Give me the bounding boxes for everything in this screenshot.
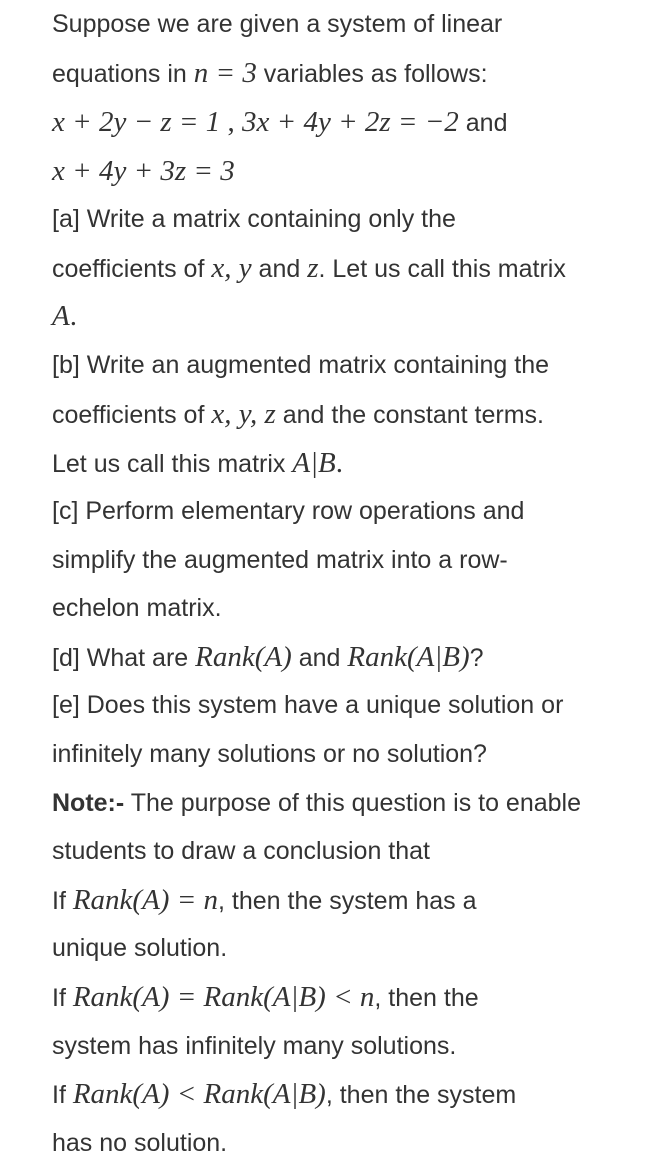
- part-c-line-2: [52, 545, 508, 575]
- part-a-vars: x, y: [211, 252, 252, 284]
- note-text-1: The purpose of this question is to enable: [124, 789, 582, 817]
- part-d-line: [52, 642, 484, 673]
- part-d-and: and: [291, 644, 348, 672]
- rule-1-suffix: , then the system has a: [218, 887, 477, 915]
- rule-2-line-2: [52, 1031, 456, 1061]
- part-b-line-3: [52, 448, 343, 479]
- part-b-line-2: [52, 399, 544, 430]
- rank-a-math: Rank(A): [195, 641, 292, 673]
- rule-1-if: If: [52, 887, 73, 915]
- part-e-line-2: [52, 739, 487, 769]
- intro-suffix: variables as follows:: [256, 60, 488, 88]
- rule-3-conclusion: has no solution.: [52, 1129, 228, 1157]
- part-e-line-1: [52, 690, 563, 720]
- rule-3-suffix: , then the system: [325, 1081, 517, 1109]
- part-b-line3-prefix: Let us call this matrix: [52, 450, 293, 478]
- part-b-text: [b] Write an augmented matrix containing the: [52, 351, 550, 379]
- rule-3-line-1: [52, 1079, 516, 1110]
- part-a-line-2: [52, 253, 566, 284]
- part-a-text: [a] Write a matrix containing only the: [52, 205, 456, 233]
- part-d-suffix: ?: [469, 644, 484, 672]
- rule-2-math: Rank(A) = Rank(A|B) < n: [72, 981, 375, 1013]
- note-label: Note:-: [52, 789, 125, 817]
- equation-and: and: [458, 109, 508, 137]
- rule-2-line-1: [52, 982, 479, 1013]
- rule-1-conclusion: unique solution.: [52, 934, 228, 962]
- part-c-line-3: [52, 593, 222, 623]
- intro-prefix: equations in: [52, 60, 194, 88]
- rule-3-if: If: [52, 1081, 73, 1109]
- augmented-matrix-period: .: [335, 447, 344, 479]
- augmented-matrix-math: A|B: [292, 447, 336, 479]
- part-a-line-1: [52, 204, 456, 234]
- equation-3: x + 4y + 3z = 3: [52, 155, 235, 187]
- part-a-suffix: . Let us call this matrix: [318, 255, 566, 283]
- matrix-a-period: .: [69, 300, 77, 332]
- part-c-line-1: [52, 496, 524, 526]
- part-d-prefix: [d] What are: [52, 644, 196, 672]
- intro-text: Suppose we are given a system of linear: [52, 10, 503, 38]
- part-b-vars: x, y, z: [211, 398, 276, 430]
- equation-separator: ,: [220, 106, 242, 138]
- rule-1-line-2: [52, 933, 227, 963]
- rule-2-suffix: , then the: [374, 984, 479, 1012]
- note-text-2: students to draw a conclusion that: [52, 837, 431, 865]
- part-b-prefix: coefficients of: [52, 401, 212, 429]
- part-c-text-2: simplify the augmented matrix into a row-: [52, 546, 508, 574]
- note-line-2: [52, 836, 430, 866]
- equation-1: x + 2y − z = 1: [52, 106, 221, 138]
- rule-2-if: If: [52, 984, 73, 1012]
- part-a-z: z: [307, 252, 319, 284]
- note-line-1: [52, 788, 581, 818]
- variable-count-math: n = 3: [193, 57, 257, 89]
- rule-3-line-2: [52, 1128, 227, 1158]
- equations-line-2: [52, 156, 235, 187]
- part-c-text-3: echelon matrix.: [52, 594, 222, 622]
- part-a-and: and: [251, 255, 308, 283]
- part-c-text-1: [c] Perform elementary row operations and: [52, 497, 525, 525]
- equations-line-1: [52, 107, 507, 138]
- part-b-suffix: and the constant terms.: [275, 401, 544, 429]
- rule-3-math: Rank(A) < Rank(A|B): [72, 1078, 326, 1110]
- part-a-line-3: [52, 301, 77, 332]
- rule-2-conclusion: system has infinitely many solutions.: [52, 1032, 457, 1060]
- intro-line-2: [52, 58, 488, 89]
- part-e-text-1: [e] Does this system have a unique solution or: [52, 691, 564, 719]
- rule-1-line-1: [52, 885, 477, 916]
- matrix-a-math: A: [52, 300, 70, 332]
- intro-line-1: [52, 9, 502, 39]
- rule-1-math: Rank(A) = n: [72, 884, 219, 916]
- part-b-line-1: [52, 350, 549, 380]
- part-e-text-2: infinitely many solutions or no solution?: [52, 740, 487, 768]
- rank-ab-math: Rank(A|B): [347, 641, 470, 673]
- part-a-prefix: coefficients of: [52, 255, 212, 283]
- equation-2: 3x + 4y + 2z = −2: [242, 106, 459, 138]
